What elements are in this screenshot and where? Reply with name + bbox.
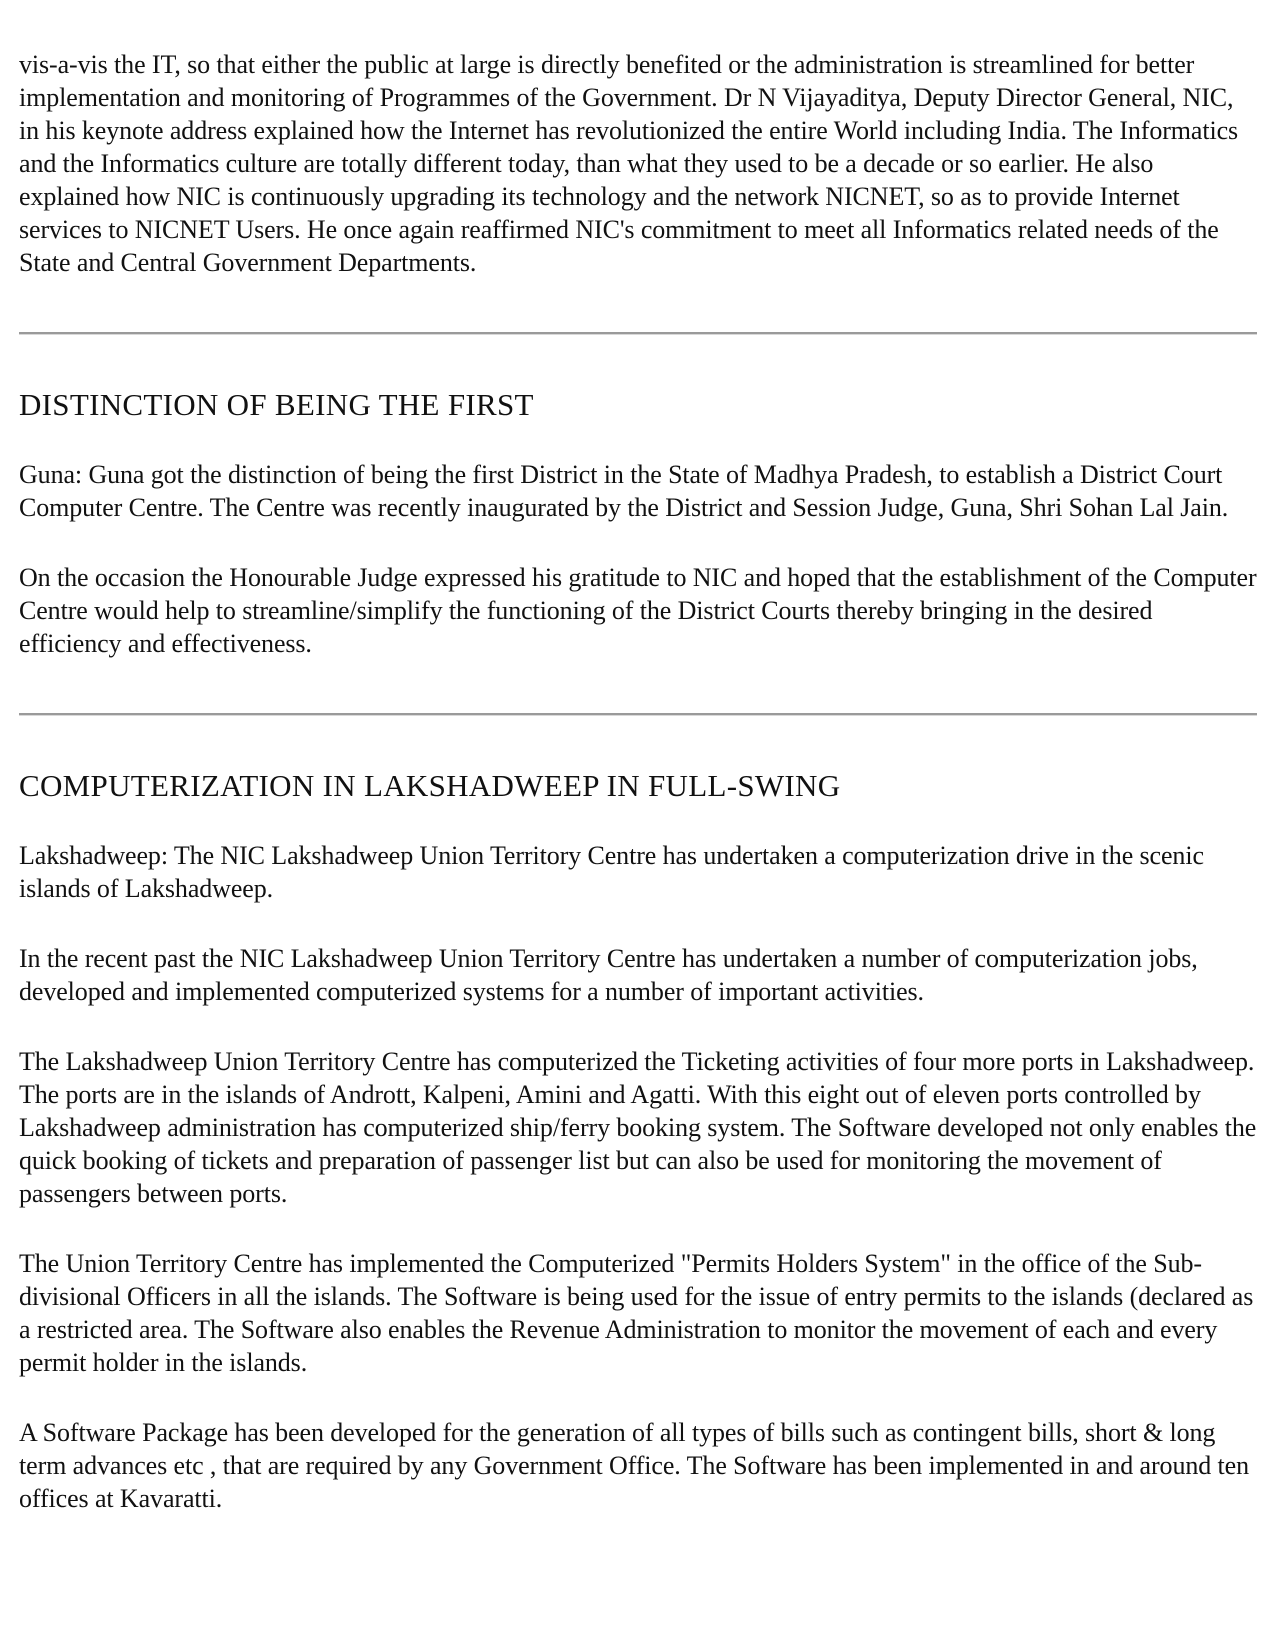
- section-heading-lakshadweep: COMPUTERIZATION IN LAKSHADWEEP IN FULL-SWING: [19, 768, 841, 803]
- article-body: [19, 48, 1259, 1515]
- paragraph: Guna: Guna got the distinction of being the first District in the State of Madhya Pradesh, to establish a District Court Computer Centre. The Centre was recently inaugurated by the District and Session Judge, Guna, Shri Sohan Lal Jain.: [19, 460, 1229, 522]
- paragraph: A Software Package has been developed for the generation of all types of bills such as contingent bills, short & long term advances etc , that are required by any Government Office. The Software has been implemented in and around ten offices at Kavaratti.: [19, 1418, 1250, 1513]
- intro-paragraph: vis-a-vis the IT, so that either the public at large is directly benefited or the administration is streamlined for better implementation and monitoring of Programmes of the Government. Dr N Vijayaditya, Deputy Director General, NIC, in his keynote address explained how the Internet has revolutionized the entire World including India. The Informatics and the Informatics culture are totally different today, than what they used to be a decade or so earlier. He also explained how NIC is continuously upgrading its technology and the network NICNET, so as to provide Internet services to NICNET Users. He once again reaffirmed NIC's commitment to meet all Informatics related needs of the State and Central Government Departments.: [19, 50, 1239, 277]
- paragraph: The Lakshadweep Union Territory Centre has computerized the Ticketing activities of four more ports in Lakshadweep. The ports are in the islands of Andrott, Kalpeni, Amini and Agatti. With this eight out of eleven ports controlled by Lakshadweep administration has computerized ship/ferry booking system. The Software developed not only enables the quick booking of tickets and preparation of passenger list but can also be used for monitoring the movement of passengers between ports.: [19, 1047, 1257, 1208]
- paragraph: Lakshadweep: The NIC Lakshadweep Union Territory Centre has undertaken a computerization drive in the scenic islands of Lakshadweep.: [19, 841, 1204, 903]
- section-heading-distinction: DISTINCTION OF BEING THE FIRST: [19, 387, 534, 422]
- paragraph: On the occasion the Honourable Judge expressed his gratitude to NIC and hoped that the establishment of the Computer Centre would help to streamline/simplify the functioning of the District Courts thereby bringing in the desired efficiency and effectiveness.: [19, 563, 1257, 658]
- paragraph: The Union Territory Centre has implemented the Computerized "Permits Holders System" in the office of the Sub-divisional Officers in all the islands. The Software is being used for the issue of entry permits to the islands (declared as a restricted area. The Software also enables the Revenue Administration to monitor the movement of each and every permit holder in the islands.: [19, 1249, 1254, 1377]
- paragraph: In the recent past the NIC Lakshadweep Union Territory Centre has undertaken a number of computerization jobs, developed and implemented computerized systems for a number of important activities.: [19, 944, 1198, 1006]
